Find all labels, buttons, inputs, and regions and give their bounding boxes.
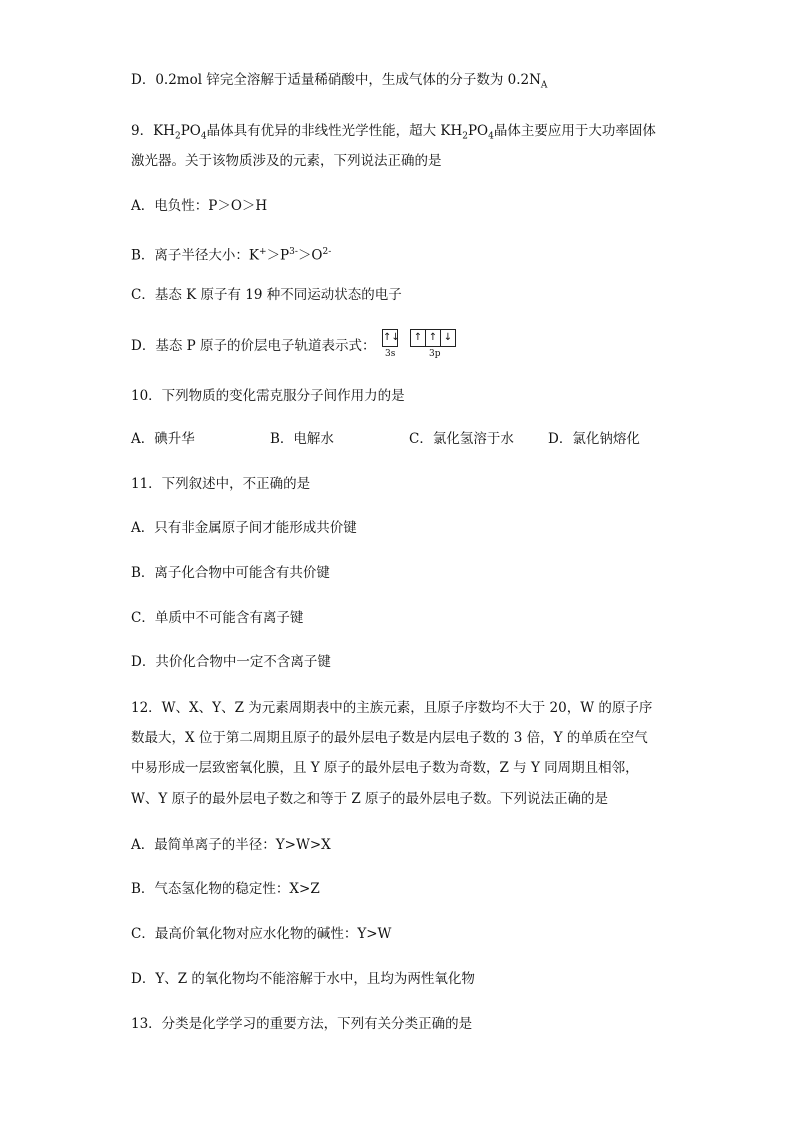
- q10-option-b: B．电解水: [270, 431, 334, 447]
- q9-option-c: C．基态 K 原子有 19 种不同运动状态的电子: [131, 287, 402, 303]
- q10-option-a: A．碘升华: [131, 431, 195, 447]
- q12-stem-line3: 中易形成一层致密氧化膜，且 Y 原子的最外层电子数为奇数，Z 与 Y 同周期且相邻，: [131, 760, 639, 776]
- q9-stem-line1: 9．$KH_2PO_4$晶体具有优异的非线性光学性能，超大 $KH_2PO_4$晶体主要应用于大功率固体: [131, 123, 656, 142]
- q9-option-b: B．离子半径大小：$K^+>P^{3-}>O^{2-}$: [131, 247, 332, 264]
- q8-option-d: D．0.2mol 锌完全溶解于适量稀硝酸中，生成气体的分子数为 $0.2N_A$: [131, 72, 548, 91]
- q9-stem-line2: 激光器。关于该物质涉及的元素，下列说法正确的是: [131, 153, 442, 169]
- q10-option-d: D．氯化钠熔化: [548, 431, 640, 447]
- q12-option-c: C．最高价氧化物对应水化物的碱性：Y>W: [131, 926, 392, 942]
- orbital-3p-box: [410, 329, 456, 347]
- q11-option-a: A．只有非金属原子间才能形成共价键: [131, 520, 357, 536]
- orbital-3s-label: 3s: [385, 349, 396, 359]
- q12-option-d: D．Y、Z 的氧化物均不能溶解于水中，且均为两性氧化物: [131, 971, 475, 987]
- orbital-3s-box: [382, 329, 398, 347]
- q12-option-a: A．最简单离子的半径：Y>W>X: [131, 837, 331, 853]
- orbital-3s-cell: ↑↓: [383, 332, 400, 343]
- q12-stem-line4: W、Y 原子的最外层电子数之和等于 Z 原子的最外层电子数。下列说法正确的是: [131, 791, 609, 807]
- q13-stem: 13．分类是化学学习的重要方法，下列有关分类正确的是: [131, 1016, 473, 1032]
- q11-option-d: D．共价化合物中一定不含离子键: [131, 654, 331, 670]
- q12-stem-line1: 12．W、X、Y、Z 为元素周期表中的主族元素，且原子序数均不大于 20，W 的原子序: [131, 700, 653, 716]
- q11-option-c: C．单质中不可能含有离子键: [131, 610, 304, 626]
- q10-option-c: C．氯化氢溶于水: [409, 431, 514, 447]
- q9-option-a: A．电负性：P＞O＞H: [131, 198, 268, 214]
- orbital-3p-label: 3p: [429, 349, 441, 359]
- q12-stem-line2: 数最大，X 位于第二周期且原子的最外层电子数是内层电子数的 3 倍，Y 的单质在空气: [131, 730, 648, 746]
- q9-option-d: D．基态 P 原子的价层电子轨道表示式：: [131, 338, 376, 354]
- q11-stem: 11．下列叙述中，不正确的是: [131, 476, 311, 492]
- q11-option-b: B．离子化合物中可能含有共价键: [131, 565, 330, 581]
- q10-stem: 10．下列物质的变化需克服分子间作用力的是: [131, 388, 405, 404]
- orbital-3p-cell-3: ↓: [443, 332, 453, 343]
- orbital-3p-cell-1: ↑: [413, 332, 423, 343]
- orbital-3p-cell-2: ↑: [428, 332, 438, 343]
- q12-option-b: B．气态氢化物的稳定性：X>Z: [131, 881, 320, 897]
